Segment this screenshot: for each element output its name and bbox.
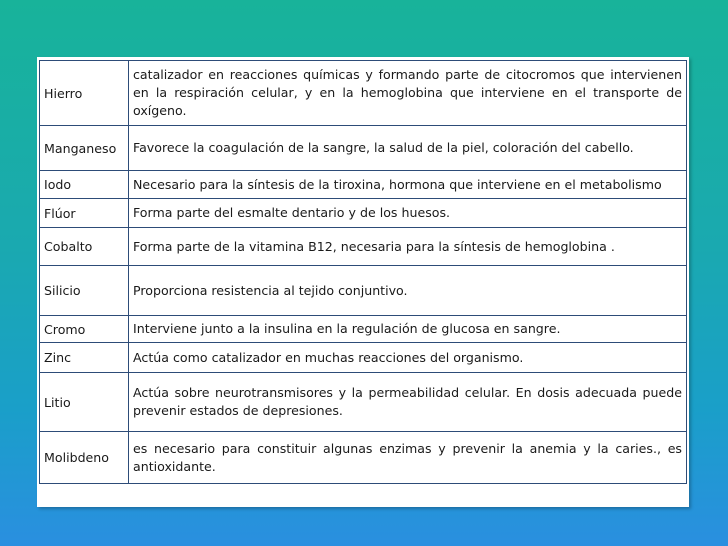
element-name-hierro: Hierro xyxy=(40,61,129,126)
table-row xyxy=(40,61,687,126)
table-row xyxy=(40,171,687,199)
table-row xyxy=(40,228,687,266)
element-name-molibdeno: Molibdeno xyxy=(40,432,129,484)
element-name-zinc: Zinc xyxy=(40,343,129,373)
table-row xyxy=(40,126,687,171)
element-description-litio: Actúa sobre neurotransmisores y la permeabilidad celular. En dosis adecuada puede prevenir estados de depresiones. xyxy=(129,373,687,432)
element-description-silicio: Proporciona resistencia al tejido conjuntivo. xyxy=(129,266,687,316)
element-description-cromo: Interviene junto a la insulina en la regulación de glucosa en sangre. xyxy=(129,316,687,343)
element-description-cobalto: Forma parte de la vitamina B12, necesaria para la síntesis de hemoglobina . xyxy=(129,228,687,266)
table-row xyxy=(40,373,687,432)
element-description-molibdeno: es necesario para constituir algunas enzimas y prevenir la anemia y la caries., es antioxidante. xyxy=(129,432,687,484)
element-name-litio: Litio xyxy=(40,373,129,432)
element-description-hierro: catalizador en reacciones químicas y formando parte de citocromos que intervienen en la respiración celular, y en la hemoglobina que interviene en el transporte de oxígeno. xyxy=(129,61,687,126)
element-name-iodo: Iodo xyxy=(40,171,129,199)
element-description-fluor: Forma parte del esmalte dentario y de los huesos. xyxy=(129,199,687,228)
element-description-iodo: Necesario para la síntesis de la tiroxina, hormona que interviene en el metabolismo xyxy=(129,171,687,199)
table-row xyxy=(40,199,687,228)
element-name-cobalto: Cobalto xyxy=(40,228,129,266)
table-row xyxy=(40,432,687,484)
element-description-manganeso: Favorece la coagulación de la sangre, la salud de la piel, coloración del cabello. xyxy=(129,126,687,171)
table-row xyxy=(40,266,687,316)
element-name-silicio: Silicio xyxy=(40,266,129,316)
content-panel xyxy=(37,57,689,507)
element-name-fluor: Flúor xyxy=(40,199,129,228)
table-row xyxy=(40,343,687,373)
element-description-zinc: Actúa como catalizador en muchas reacciones del organismo. xyxy=(129,343,687,373)
table-row xyxy=(40,316,687,343)
element-name-manganeso: Manganeso xyxy=(40,126,129,171)
minerals-table xyxy=(39,60,687,484)
element-name-cromo: Cromo xyxy=(40,316,129,343)
